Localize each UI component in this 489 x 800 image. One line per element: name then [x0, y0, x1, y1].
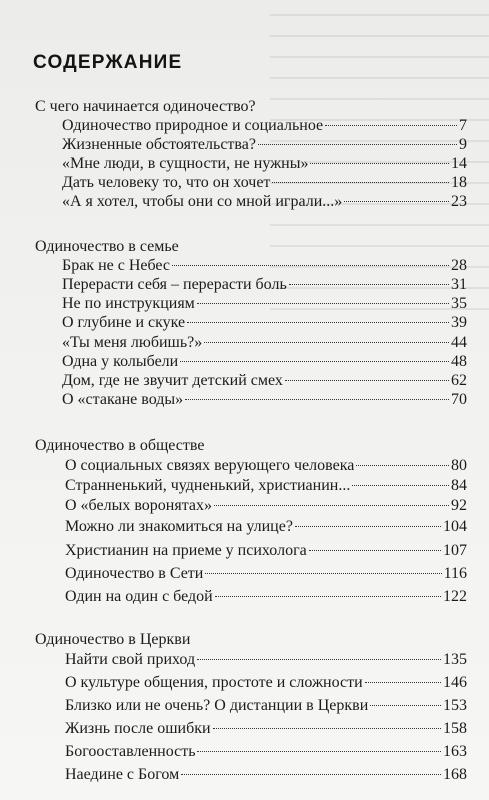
page-number: 146	[443, 674, 467, 691]
leader-dots	[344, 201, 449, 202]
leader-dots	[172, 265, 449, 266]
leader-dots	[197, 659, 441, 660]
page-number: 92	[451, 497, 467, 514]
entry-title: О социальных связях верующего человека	[65, 457, 355, 474]
leader-dots	[197, 303, 449, 304]
page-number: 135	[443, 651, 467, 668]
section-heading: Одиночество в обществе	[35, 437, 205, 454]
entry-title: «Ты меня любишь?»	[62, 334, 203, 351]
toc-entry	[65, 765, 467, 785]
entry-title: Одиночество природное и социальное	[62, 117, 324, 134]
entry-title: Один на один с бедой	[65, 588, 213, 605]
entry-title: Наедине с Богом	[65, 766, 180, 783]
entry-title: О культуре общения, простоте и сложности	[65, 674, 363, 691]
toc-entry	[62, 313, 467, 333]
page-number: 7	[459, 117, 467, 134]
entry-title: Одна у колыбели	[62, 353, 179, 370]
leader-dots	[365, 682, 441, 683]
toc-entry	[62, 333, 467, 353]
page-number: 163	[443, 743, 467, 760]
leader-dots	[272, 182, 449, 183]
leader-dots	[325, 125, 457, 126]
leader-dots	[309, 550, 441, 551]
page-number: 28	[451, 257, 467, 274]
page-number: 14	[451, 155, 467, 172]
leader-dots	[204, 342, 449, 343]
page-number: 168	[443, 766, 467, 783]
page-number: 44	[451, 334, 467, 351]
entry-title: Брак не с Небес	[62, 257, 171, 274]
toc-entry	[65, 650, 467, 670]
toc-entry	[62, 256, 467, 276]
leader-dots	[310, 163, 449, 164]
page-number: 48	[451, 353, 467, 370]
leader-dots	[215, 596, 441, 597]
entry-title: Жизненные обстоятельства?	[62, 136, 256, 153]
leader-dots	[370, 705, 441, 706]
leader-dots	[285, 380, 449, 381]
leader-dots	[181, 774, 441, 775]
entry-title: Близко или не очень? О дистанции в Церкви	[65, 697, 369, 714]
toc-entry	[65, 696, 467, 716]
page-number: 107	[443, 542, 467, 559]
page-number: 39	[451, 314, 467, 331]
toc-entry	[62, 116, 467, 136]
toc-entry	[62, 192, 467, 212]
section-heading: Одиночество в Церкви	[35, 631, 191, 648]
toc-title: СОДЕРЖАНИЕ	[33, 52, 183, 73]
toc-entry	[65, 673, 467, 693]
toc-entry	[62, 135, 467, 155]
toc-entry	[62, 275, 467, 295]
entry-title: «Мне люди, в сущности, не нужны»	[62, 155, 309, 172]
page-number: 104	[443, 518, 467, 535]
page-number: 116	[443, 565, 467, 582]
entry-title: Жизнь после ошибки	[65, 720, 211, 737]
entry-title: Найти свой приход	[65, 651, 196, 668]
page-number: 84	[451, 477, 467, 494]
section-heading: Одиночество в семье	[35, 238, 179, 255]
page-number: 122	[443, 588, 467, 605]
toc-entry	[65, 476, 467, 496]
entry-title: О глубине и скуке	[62, 314, 186, 331]
toc-entry	[65, 541, 467, 561]
entry-title: Христианин на приеме у психолога	[65, 542, 307, 559]
page-number: 23	[451, 193, 467, 210]
leader-dots	[356, 465, 449, 466]
page-number: 158	[443, 720, 467, 737]
toc-entry	[62, 352, 467, 372]
leader-dots	[197, 751, 441, 752]
page-number: 18	[451, 174, 467, 191]
toc-entry	[65, 719, 467, 739]
page-number: 35	[451, 295, 467, 312]
leader-dots	[205, 573, 441, 574]
leader-dots	[258, 144, 457, 145]
toc-entry	[62, 390, 467, 410]
leader-dots	[187, 322, 449, 323]
page-number: 70	[451, 391, 467, 408]
entry-title: Странненький, чудненький, христианин...	[65, 477, 351, 494]
leader-dots	[295, 526, 441, 527]
page-number: 31	[451, 276, 467, 293]
toc-entry	[62, 173, 467, 193]
page-number: 80	[451, 457, 467, 474]
toc-entry	[62, 154, 467, 174]
toc-entry	[65, 456, 467, 476]
entry-title: Одиночество в Сети	[65, 565, 204, 582]
leader-dots	[214, 505, 449, 506]
toc-entry	[62, 371, 467, 391]
section-heading: С чего начинается одиночество?	[35, 98, 256, 115]
toc-entry	[65, 517, 467, 537]
leader-dots	[352, 485, 449, 486]
page-number: 62	[451, 372, 467, 389]
leader-dots	[185, 399, 449, 400]
entry-title: О «стакане воды»	[62, 391, 184, 408]
entry-title: Богооставленность	[65, 743, 196, 760]
entry-title: Можно ли знакомиться на улице?	[65, 518, 293, 535]
toc-entry	[65, 587, 467, 607]
leader-dots	[289, 284, 449, 285]
toc-entry	[65, 742, 467, 762]
page-number: 9	[459, 136, 467, 153]
toc-entry	[62, 294, 467, 314]
entry-title: Перерасти себя – перерасти боль	[62, 276, 287, 293]
page-number: 153	[443, 697, 467, 714]
entry-title: Не по инструкциям	[62, 295, 195, 312]
toc-entry	[65, 496, 467, 516]
toc-entry	[65, 564, 467, 584]
leader-dots	[180, 361, 449, 362]
entry-title: О «белых воронятах»	[65, 497, 212, 514]
entry-title: Дом, где не звучит детский смех	[62, 372, 283, 389]
entry-title: «А я хотел, чтобы они со мной играли...»	[62, 193, 343, 210]
entry-title: Дать человеку то, что он хочет	[62, 174, 271, 191]
leader-dots	[213, 728, 441, 729]
